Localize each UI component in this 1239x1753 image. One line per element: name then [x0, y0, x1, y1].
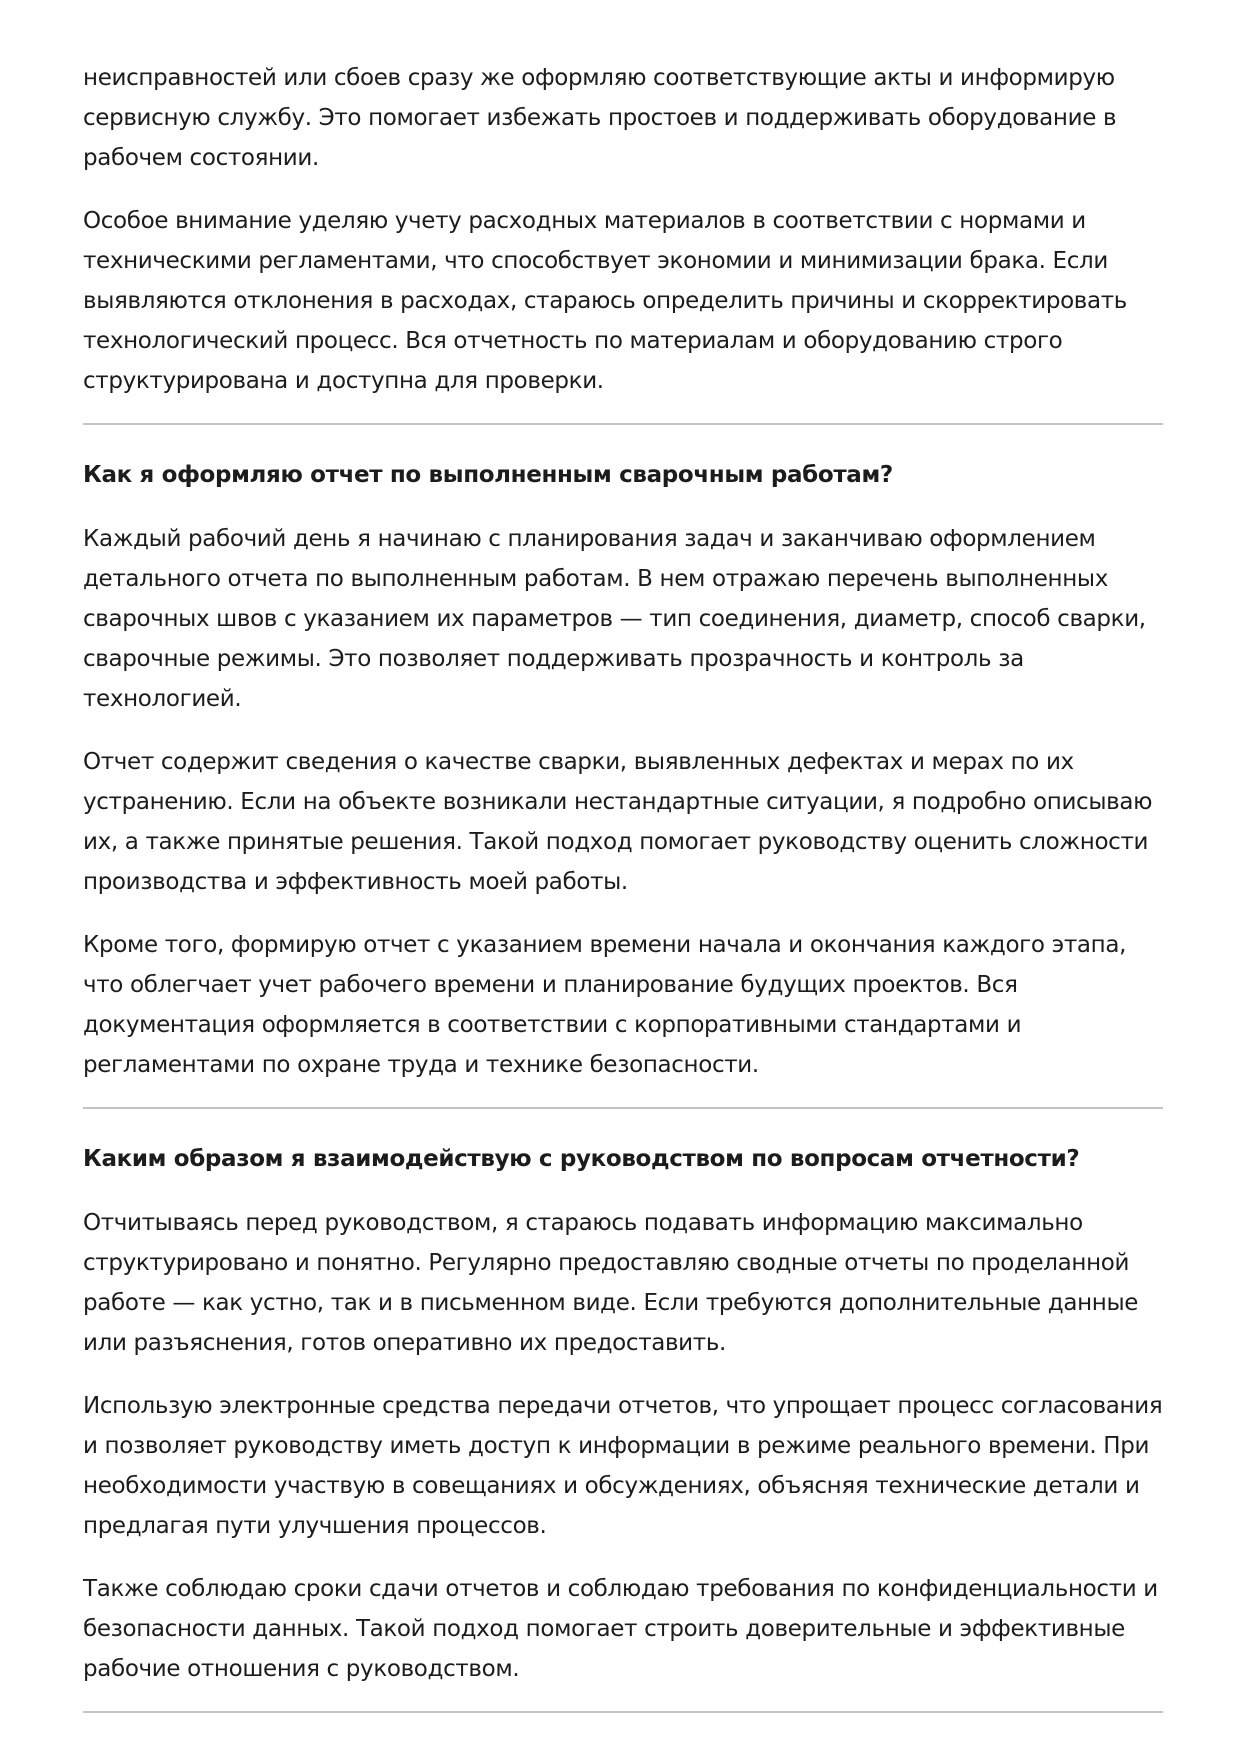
- section-heading: Каким образом я взаимодействую с руководством по вопросам отчетности?: [83, 1146, 1080, 1172]
- section-divider: [83, 1711, 1163, 1713]
- paragraph: Особое внимание уделяю учету расходных материалов в соответствии с нормами и техническими регламентами, что способствует экономии и минимизации брака. Если выявляются отклонения в расходах, стараюсь определить причины и скорректировать технологический процесс. Вся отчетность по материалам и оборудованию строго структурирована и доступна для проверки.: [83, 208, 1128, 394]
- document-page: [83, 58, 1163, 1713]
- paragraph: Отчет содержит сведения о качестве сварки, выявленных дефектах и мерах по их устранению. Если на объекте возникали нестандартные ситуации, я подробно описываю их, а также принятые решения. Такой подход помогает руководству оценить сложности производства и эффективность моей работы.: [83, 749, 1153, 895]
- paragraph: Отчитываясь перед руководством, я стараюсь подавать информацию максимально структурировано и понятно. Регулярно предоставляю сводные отчеты по проделанной работе — как устно, так и в письменном виде. Если требуются дополнительные данные или разъяснения, готов оперативно их предоставить.: [83, 1210, 1139, 1356]
- section-welding-report: [83, 455, 1163, 1109]
- section-intro: [83, 58, 1163, 425]
- paragraph: Каждый рабочий день я начинаю с планирования задач и заканчиваю оформлением детального отчета по выполненным работам. В нем отражаю перечень выполненных сварочных швов с указанием их параметров — тип соединения, диаметр, способ сварки, сварочные режимы. Это позволяет поддерживать прозрачность и контроль за технологией.: [83, 526, 1146, 712]
- section-management-interaction: [83, 1139, 1163, 1713]
- section-heading: Как я оформляю отчет по выполненным сварочным работам?: [83, 462, 893, 488]
- paragraph: Также соблюдаю сроки сдачи отчетов и соблюдаю требования по конфиденциальности и безопасности данных. Такой подход помогает строить доверительные и эффективные рабочие отношения с руководством.: [83, 1576, 1158, 1682]
- paragraph: неисправностей или сбоев сразу же оформляю соответствующие акты и информирую сервисную службу. Это помогает избежать простоев и поддерживать оборудование в рабочем состоянии.: [83, 65, 1117, 171]
- paragraph: Использую электронные средства передачи отчетов, что упрощает процесс согласования и позволяет руководству иметь доступ к информации в режиме реального времени. При необходимости участвую в совещаниях и обсуждениях, объясняя технические детали и предлагая пути улучшения процессов.: [83, 1393, 1163, 1539]
- section-divider: [83, 423, 1163, 425]
- paragraph: Кроме того, формирую отчет с указанием времени начала и окончания каждого этапа, что облегчает учет рабочего времени и планирование будущих проектов. Вся документация оформляется в соответствии с корпоративными стандартами и регламентами по охране труда и технике безопасности.: [83, 932, 1127, 1078]
- section-divider: [83, 1107, 1163, 1109]
